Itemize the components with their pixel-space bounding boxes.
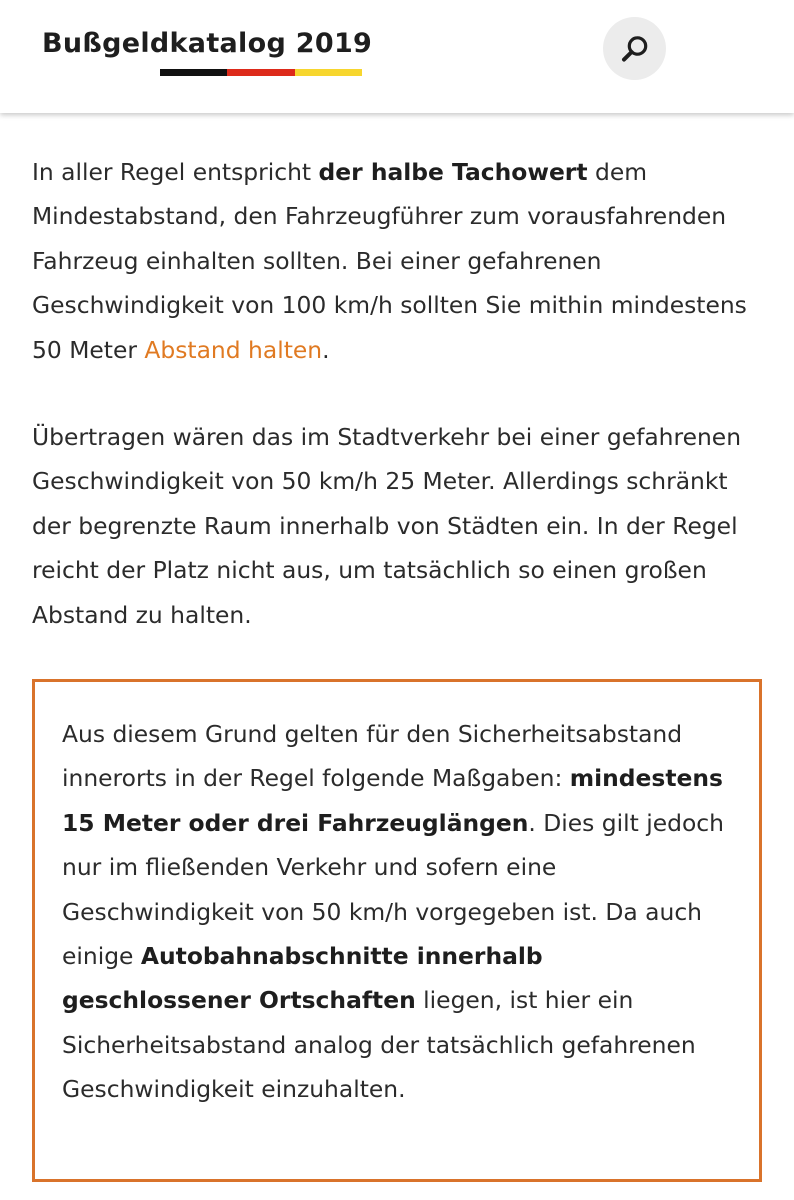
site-header	[0, 0, 794, 113]
info-box-text	[62, 712, 734, 1112]
text-span: . Dies gilt jedoch nur im fließenden Verkehr und sofern eine Geschwindigkeit von 50 km/h vorgegeben ist. Da auch einige	[62, 808, 724, 971]
link-abstand-halten[interactable]: Abstand halten	[144, 335, 323, 364]
text-span: Aus diesem Grund gelten für den Sicherheitsabstand innerorts in der Regel folgende Maßgaben:	[62, 720, 683, 793]
info-box	[32, 679, 762, 1182]
search-icon	[620, 34, 650, 64]
bold-text: Autobahnabschnitte innerhalb geschlossener Ortschaften	[62, 942, 543, 1015]
text-span: In aller Regel entspricht	[32, 158, 319, 186]
text-span: .	[322, 335, 330, 364]
logo-text: Bußgeldkatalog 2019	[42, 28, 373, 59]
flag-stripe-black	[160, 69, 227, 76]
search-button[interactable]	[603, 17, 666, 80]
bold-text: der halbe Tachowert	[318, 158, 588, 186]
bold-text: mindestens 15 Meter oder drei Fahrzeuglängen	[62, 764, 723, 837]
german-flag-stripe	[160, 69, 362, 76]
flag-stripe-red	[227, 69, 294, 76]
paragraph-stadtverkehr: Übertragen wären das im Stadtverkehr bei einer gefahrenen Geschwindigkeit von 50 km/h 25 Meter. Allerdings schränkt der begrenzte Raum innerhalb von Städten ein. In der Regel reicht der Platz nicht aus, um tatsächlich so einen großen Abstand zu halten.	[32, 423, 742, 629]
paragraph-tachowert	[32, 150, 762, 372]
text-span: dem Mindestabstand, den Fahrzeugführer zum vorausfahrenden Fahrzeug einhalten sollten. Bei einer gefahrenen Geschwindigkeit von 100 km/h sollten Sie mithin mindestens 50 Meter	[32, 158, 747, 364]
site-logo[interactable]	[42, 26, 373, 78]
text-span: liegen, ist hier ein Sicherheitsabstand analog der tatsächlich gefahrenen Geschwindigkeit einzuhalten.	[62, 986, 696, 1104]
flag-stripe-gold	[295, 69, 362, 76]
